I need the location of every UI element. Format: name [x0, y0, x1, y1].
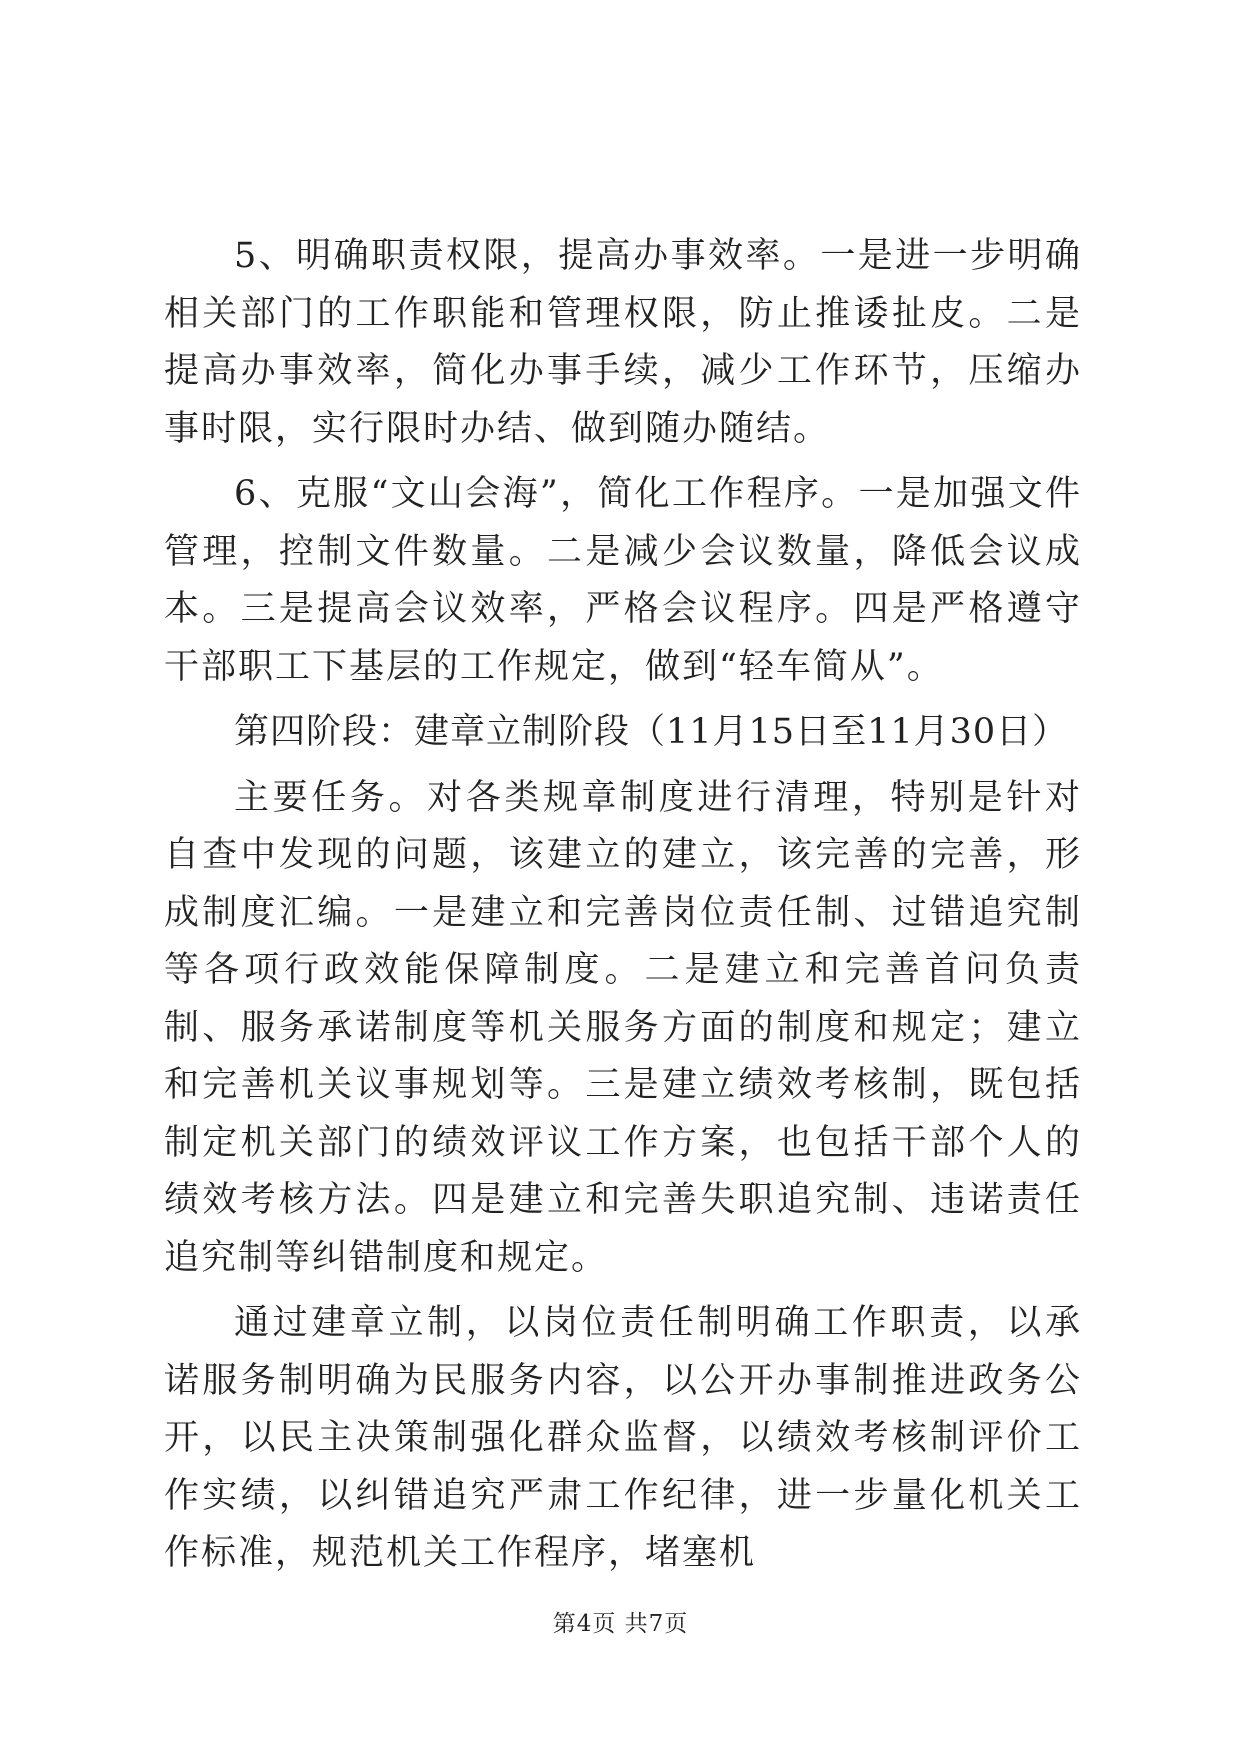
page-footer: 第4页 共7页	[552, 1611, 689, 1637]
paragraph-item-5: 5、明确职责权限，提高办事效率。一是进一步明确相关部门的工作职能和管理权限，防止推诿扯皮。二是提高办事效率，简化办事手续，减少工作环节，压缩办事时限，实行限时办结、做到随办随结。	[164, 236, 1082, 449]
paragraph-item-6: 6、克服“文山会海”，简化工作程序。一是加强文件管理，控制文件数量。二是减少会议数量，降低会议成本。三是提高会议效率，严格会议程序。四是严格遵守干部职工下基层的工作规定，做到“轻车简从”。	[164, 474, 1082, 687]
paragraph-summary: 通过建章立制，以岗位责任制明确工作职责，以承诺服务制明确为民服务内容，以公开办事制推进政务公开，以民主决策制强化群众监督，以绩效考核制评价工作实绩，以纠错追究严肃工作纪律，进一步量化机关工作标准，规范机关工作程序，堵塞机	[164, 1303, 1082, 1573]
stage-heading: 第四阶段：建章立制阶段（11月15日至11月30日）	[234, 712, 1069, 752]
document-body	[164, 228, 1082, 1591]
paragraph-main-tasks: 主要任务。对各类规章制度进行清理，特别是针对自查中发现的问题，该建立的建立，该完善的完善，形成制度汇编。一是建立和完善岗位责任制、过错追究制等各项行政效能保障制度。二是建立和完善首问负责制、服务承诺制度等机关服务方面的制度和规定；建立和完善机关议事规划等。三是建立绩效考核制，既包括制定机关部门的绩效评议工作方案，也包括干部个人的绩效考核方法。四是建立和完善失职追究制、违诺责任追究制等纠错制度和规定。	[164, 777, 1082, 1278]
